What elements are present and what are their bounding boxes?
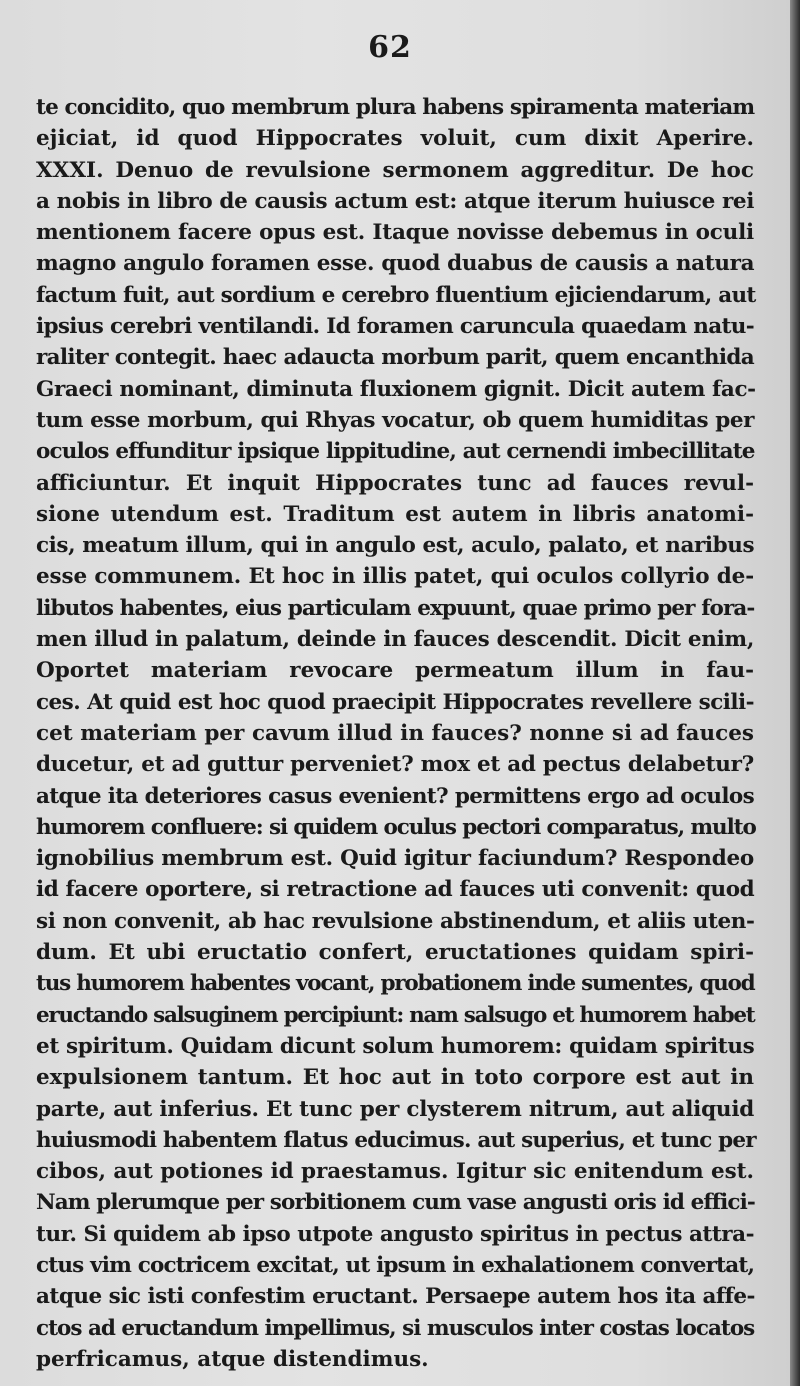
text-line: huiusmodi habentem flatus educimus. aut superius, et tunc per <box>36 1127 756 1153</box>
text-line: factum fuit, aut sordium e cerebro fluentium ejiciendarum, aut <box>36 282 756 308</box>
page-text <box>36 92 754 1375</box>
text-line: expulsionem tantum. Et hoc aut in toto corpore est aut in <box>36 1065 754 1091</box>
text-line: cet materiam per cavum illud in fauces? nonne si ad fauces <box>36 720 754 746</box>
text-line: a nobis in libro de causis actum est: atque iterum huiusce rei <box>36 188 754 214</box>
text-line: XXXI. Denuo de revulsione sermonem aggreditur. De hoc <box>36 157 754 183</box>
text-line: tus humorem habentes vocant, probationem inde sumentes, quod <box>36 971 755 997</box>
text-line: tum esse morbum, qui Rhyas vocatur, ob quem humiditas per <box>36 407 754 433</box>
text-line: ctos ad eructandum impellimus, si musculos inter costas locatos <box>36 1315 755 1341</box>
text-line: perfricamus, atque distendimus. <box>36 1346 429 1372</box>
text-line: magno angulo foramen esse. quod duabus de causis a natura <box>36 251 755 277</box>
text-line: humorem confluere: si quidem oculus pectori comparatus, multo <box>36 814 756 840</box>
text-line: dum. Et ubi eructatio confert, eructationes quidam spiri- <box>36 940 754 966</box>
text-line: ces. At quid est hoc quod praecipit Hippocrates revellere scili- <box>36 689 754 715</box>
text-line: Nam plerumque per sorbitionem cum vase angusti oris id effici- <box>36 1190 755 1216</box>
text-line: ejiciat, id quod Hippocrates voluit, cum dixit Aperire. <box>36 126 754 152</box>
text-line: tur. Si quidem ab ipso utpote angusto spiritus in pectus attra- <box>36 1221 754 1247</box>
text-line: atque sic isti confestim eructant. Persaepe autem hos ita affe- <box>36 1284 755 1310</box>
text-line: cis, meatum illum, qui in angulo est, aculo, palato, et naribus <box>36 533 755 559</box>
text-line: parte, aut inferius. Et tunc per clysterem nitrum, aut aliquid <box>36 1096 755 1122</box>
text-line: oculos effunditur ipsique lippitudine, aut cernendi imbecillitate <box>36 439 755 465</box>
page-number: 62 <box>368 30 412 65</box>
text-line: ducetur, et ad guttur perveniet? mox et ad pectus delabetur? <box>36 752 754 778</box>
text-line: id facere oportere, si retractione ad fauces uti convenit: quod <box>36 877 755 903</box>
text-line: cibos, aut potiones id praestamus. Igitur sic enitendum est. <box>36 1159 754 1185</box>
text-line: ipsius cerebri ventilandi. Id foramen caruncula quaedam natu- <box>36 314 754 340</box>
text-line: atque ita deteriores casus evenient? permittens ergo ad oculos <box>36 783 755 809</box>
text-line: mentionem facere opus est. Itaque novisse debemus in oculi <box>36 220 754 246</box>
text-line: Graeci nominant, diminuta fluxionem gignit. Dicit autem fac- <box>36 376 756 402</box>
text-line: afficiuntur. Et inquit Hippocrates tunc ad fauces revul- <box>36 470 754 496</box>
text-line: raliter contegit. haec adaucta morbum parit, quem encanthida <box>36 345 754 371</box>
text-line: men illud in palatum, deinde in fauces descendit. Dicit enim, <box>36 627 754 653</box>
text-line: sione utendum est. Traditum est autem in libris anatomi- <box>36 501 754 527</box>
text-line: si non convenit, ab hac revulsione abstinendum, et aliis uten- <box>36 908 755 934</box>
text-line: et spiritum. Quidam dicunt solum humorem: quidam spiritus <box>36 1033 755 1059</box>
text-line: esse communem. Et hoc in illis patet, qui oculos collyrio de- <box>36 564 754 590</box>
text-line: eructando salsuginem percipiunt: nam salsugo et humorem habet <box>36 1002 755 1028</box>
text-line: ctus vim coctricem excitat, ut ipsum in exhalationem convertat, <box>36 1252 755 1278</box>
page-edge-shadow <box>790 0 800 1386</box>
text-line: libutos habentes, eius particulam expuunt, quae primo per fora- <box>36 595 755 621</box>
text-line: ignobilius membrum est. Quid igitur faciundum? Respondeo <box>36 846 754 872</box>
text-line: te concidito, quo membrum plura habens spiramenta materiam <box>36 95 755 120</box>
text-line: Oportet materiam revocare permeatum illum in fau- <box>36 658 754 684</box>
